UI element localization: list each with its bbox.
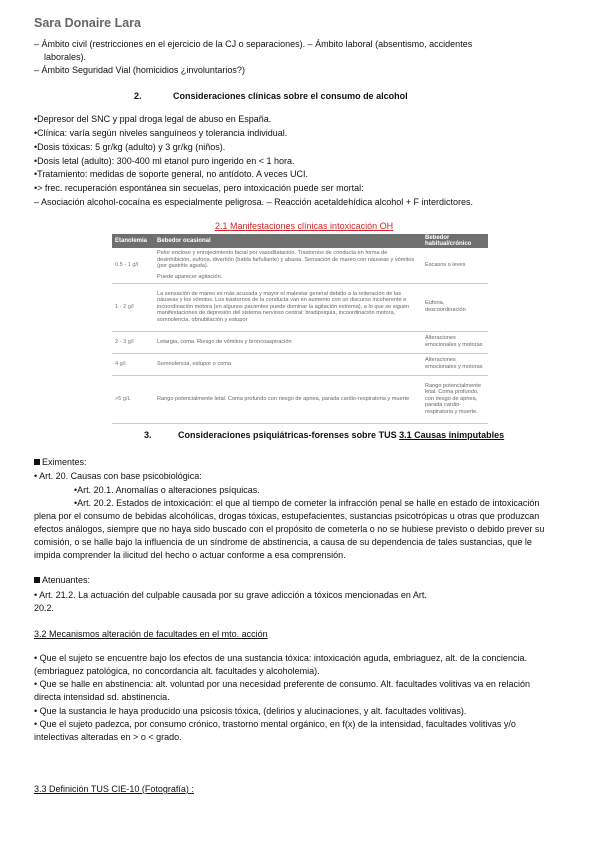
etanolemia-cell: 4 g/l: [112, 353, 154, 375]
mechanisms-line: • Que el sujeto padezca, por consumo crónico, trastorno mental orgánico, en f(x) de la intensidad, facultades volitivas y/o: [34, 719, 516, 729]
section3-title: Consideraciones psiquiátricas-forenses sobre TUS: [178, 430, 397, 440]
clinical-bullet: •Dosis letal (adulto): 300-400 ml etanol puro ingerido en < 1 hora.: [34, 156, 295, 166]
chronic-cell: Rango potencialmente letal. Coma profundo, con riesgo de apnea, parada cardio-respiratoria y muerte.: [422, 375, 488, 423]
table-row: [112, 375, 488, 423]
intro-line: – Ámbito Seguridad Vial (homicidios ¿involuntarios?): [34, 65, 245, 75]
table-row: [112, 283, 488, 331]
clinical-bullet: •Tratamiento: medidas de soporte general, no antídoto. A veces UCI.: [34, 169, 308, 179]
column-header: Bebedor habitual/crónico: [422, 234, 488, 248]
intro-line: – Ámbito civil (restricciones en el ejercicio de la CJ o separaciones). – Ámbito laboral (absentismo, accidentes: [34, 39, 473, 49]
clinical-bullet: – Asociación alcohol-cocaína es especialmente peligrosa. – Reacción acetaldehídica alcohol + F interdictores.: [34, 197, 474, 207]
atenuantes-line: • Art. 21.2. La actuación del culpable causada por su grave adicción a tóxicos mencionadas en Art.: [34, 590, 427, 600]
table-row: [112, 353, 488, 375]
eximentes-line: plena por el consumo de bebidas alcohólicas, drogas tóxicas, estupefacientes, sustancias psicotrópicas u otras que produzcan: [34, 511, 540, 521]
table-title: 2.1 Manifestaciones clínicas intoxicación OH: [215, 221, 394, 231]
clinical-bullet: •Clínica: varía según niveles sanguíneos y tolerancia individual.: [34, 128, 288, 138]
chronic-cell: Escasos o leves: [422, 248, 488, 283]
occasional-cell: La sensación de mareo es más acusada y mayor el malestar general debido a la reiteración de las náuseas y los vómitos. Los trastornos de la conducta van en aumento con un discurso incoherente e incoordinación motora (en algunos pacientes puede dominar la agitación extrema), a lo que se siguen manifestaciones de depresión del sistema nervioso central: bradipsiquia, incoordinación motora, somnolencia, obnubilación y estupor: [154, 283, 422, 331]
mechanisms-line: directa intensidad sd. abstinencia.: [34, 692, 170, 702]
etanolemia-cell: 1 - 2 g/l: [112, 283, 154, 331]
occasional-cell: Somnolencia, estupor o coma: [154, 353, 422, 375]
etanolemia-cell: 2 - 3 g/l: [112, 331, 154, 353]
occasional-cell: [154, 248, 422, 283]
mechanisms-line: • Que el sujeto se encuentre bajo los efectos de una sustancia tóxica: intoxicación aguda, embriaguez, alt. de la conciencia.: [34, 653, 527, 663]
atenuantes-label: Atenuantes:: [42, 575, 91, 585]
table-row: [112, 248, 488, 283]
section2-title: Consideraciones clínicas sobre el consumo de alcohol: [173, 91, 408, 101]
chronic-cell: Alteraciones emocionales y motoras: [422, 331, 488, 353]
occasional-text: Pelor encloso y enrojecimiento facial por vasodilatación. Trastornos de conducta en forma de desinhibición, euforia, divertión (habla farfullante) y abasia. Sensación de mareo con náuseas y vómitos (por gastritis aguda).: [157, 250, 415, 270]
occasional-cell: Letargia, coma. Riesgo de vómitos y broncoaspiración: [154, 331, 422, 353]
clinical-bullet: •Dosis tóxicas: 5 gr/kg (adulto) y 3 gr/kg (niños).: [34, 142, 226, 152]
eximentes-line: comisión, o se halle bajo la influencia de un síndrome de abstinencia, a causa de su dependencia de tales sustancias, que le: [34, 537, 532, 547]
eximentes-line: impida comprender la ilicitud del hecho o actuar conforme a esa comprensión.: [34, 550, 346, 560]
eximentes-line: •Art. 20.1. Anomalías o alteraciones psíquicas.: [74, 485, 260, 495]
section3-subtitle: 3.1 Causas inimputables: [399, 430, 505, 440]
eximentes-line: •Art. 20.2. Estados de intoxicación: el que al tiempo de cometer la infracción penal se halle en estado de intoxicación: [74, 498, 540, 508]
chronic-cell: Alteraciones emocionales y motoras: [422, 353, 488, 375]
eximentes-line: efectos análogos, siempre que no haya sido buscado con el propósito de cometerla o no se hubiese previsto o debido prever su: [34, 524, 545, 534]
occasional-cell: Rango potencialmente letal. Coma profundo con riesgo de apnea, parada cardio-respiratoria y muerte: [154, 375, 422, 423]
chronic-cell: Euforia, descoordinación: [422, 283, 488, 331]
clinical-bullet: •Depresor del SNC y ppal droga legal de abuso en España.: [34, 114, 272, 124]
column-header: Bebedor ocasional: [154, 234, 422, 248]
mechanisms-line: intelectivas alteradas en > o < grado.: [34, 732, 182, 742]
definition-title: 3.3 Definición TUS CIE-10 (Fotografía) :: [34, 784, 194, 794]
eximentes-heading: [34, 456, 87, 469]
clinical-bullet: •> frec. recuperación espontánea sin secuelas, pero intoxicación puede ser mortal:: [34, 183, 364, 193]
author-name: Sara Donaire Lara: [34, 16, 141, 30]
square-bullet-icon: [34, 459, 40, 465]
eximentes-line: • Art. 20. Causas con base psicobiológica:: [34, 471, 202, 481]
section2-number: 2.: [134, 91, 142, 101]
eximentes-label: Eximentes:: [42, 457, 87, 467]
column-header: Etanolemia: [112, 234, 154, 248]
mechanisms-title: 3.2 Mecanismos alteración de facultades en el mto. acción: [34, 629, 268, 639]
atenuantes-heading: [34, 574, 90, 587]
mechanisms-line: (embriaguez patológica, no concordancia alt. facultades y alcoholemia).: [34, 666, 320, 676]
square-bullet-icon: [34, 577, 40, 583]
mechanisms-line: • Que se halle en abstinencia: alt. voluntad por una necesidad preferente de consumo. Alt. facultades volitivas va en relación: [34, 679, 530, 689]
mechanisms-line: • Que la sustancia le haya producido una psicosis tóxica, (delirios y alucinaciones, y alt. facultades volitivas).: [34, 706, 467, 716]
etanolemia-cell: 0,5 - 1 g/l: [112, 248, 154, 283]
etanolemia-cell: >5 g/L: [112, 375, 154, 423]
intoxication-table: [112, 234, 488, 424]
table-header-row: [112, 234, 488, 248]
section3-number: 3.: [144, 430, 152, 440]
table-row: [112, 331, 488, 353]
atenuantes-line: 20.2.: [34, 603, 55, 613]
intro-line: laborales).: [44, 52, 87, 62]
section3-heading: [178, 430, 504, 440]
occasional-extra-text: Puede aparecer agitación.: [157, 273, 223, 280]
